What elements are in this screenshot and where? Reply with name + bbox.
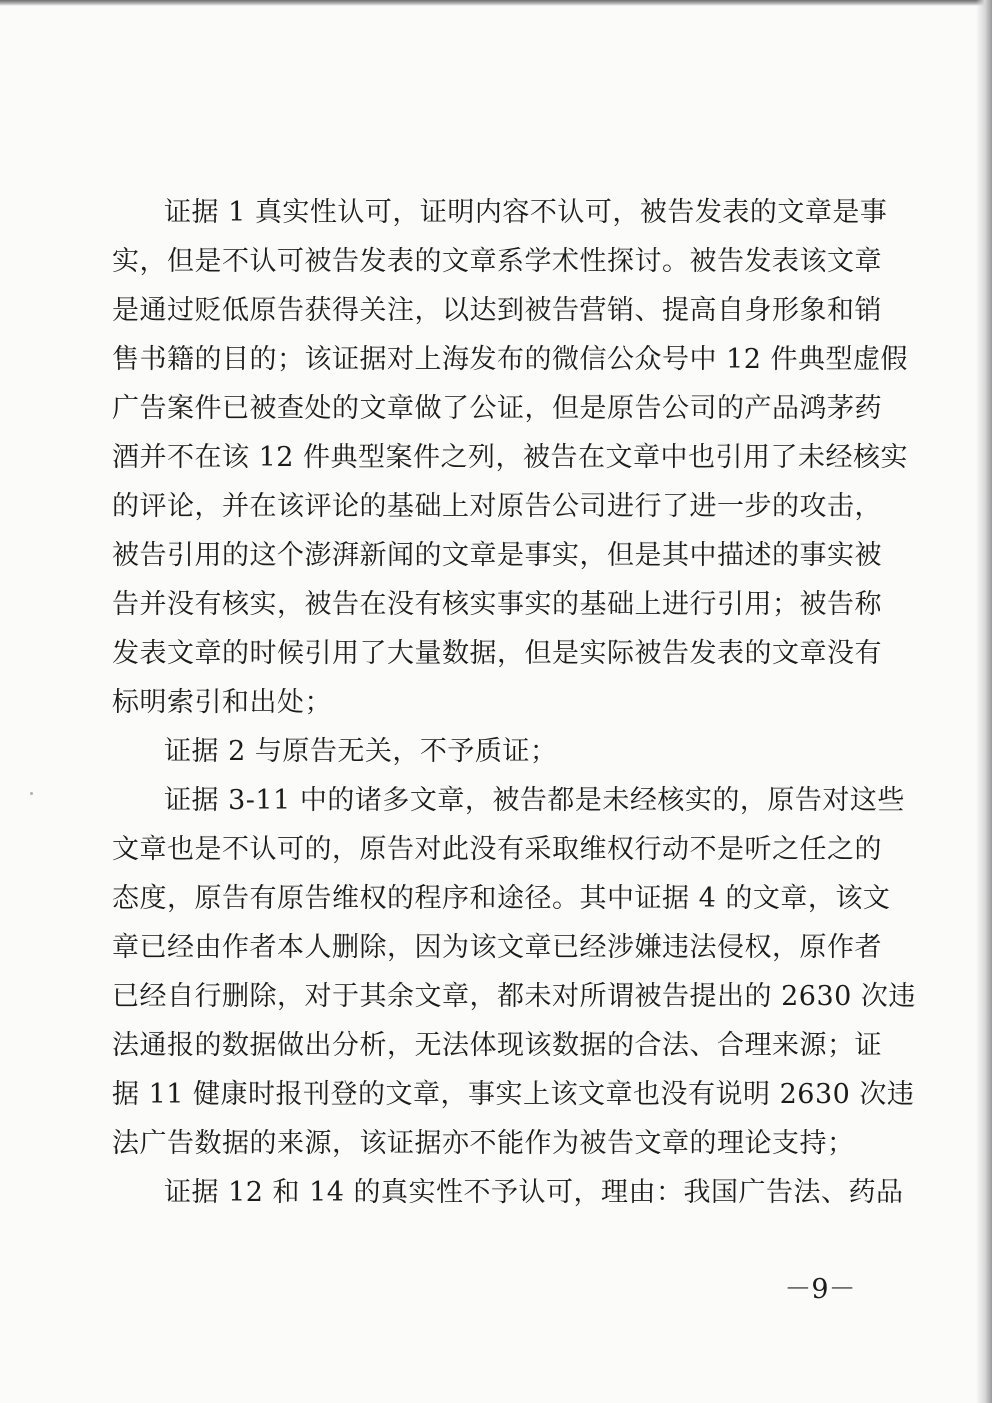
- text-line: 标明索引和出处；: [112, 687, 332, 718]
- text-line: 文章也是不认可的，原告对此没有采取维权行动不是听之任之的: [112, 834, 882, 865]
- text-line: 据 11 健康时报刊登的文章，事实上该文章也没有说明 2630 次违: [112, 1079, 915, 1110]
- text-line: 证据 3-11 中的诸多文章，被告都是未经核实的，原告对这些: [164, 785, 905, 816]
- page-number: －9－: [784, 1274, 856, 1305]
- text-line: 证据 12 和 14 的真实性不予认可，理由：我国广告法、药品: [164, 1177, 904, 1208]
- text-line: 的评论，并在该评论的基础上对原告公司进行了进一步的攻击，: [112, 491, 882, 522]
- text-line: 证据 1 真实性认可，证明内容不认可，被告发表的文章是事: [164, 197, 888, 228]
- text-line: 被告引用的这个澎湃新闻的文章是事实，但是其中描述的事实被: [112, 540, 882, 571]
- text-line: 售书籍的目的；该证据对上海发布的微信公众号中 12 件典型虚假: [112, 344, 909, 375]
- text-line: 酒并不在该 12 件典型案件之列，被告在文章中也引用了未经核实: [112, 442, 909, 473]
- text-line: 章已经由作者本人删除，因为该文章已经涉嫌违法侵权，原作者: [112, 932, 882, 963]
- text-line: 是通过贬低原告获得关注，以达到被告营销、提高自身形象和销: [112, 295, 882, 326]
- text-line: 证据 2 与原告无关，不予质证；: [164, 736, 558, 767]
- text-line: 法通报的数据做出分析，无法体现该数据的合法、合理来源；证: [112, 1030, 882, 1061]
- text-line: 法广告数据的来源，该证据亦不能作为被告文章的理论支持；: [112, 1128, 855, 1159]
- text-line: 广告案件已被查处的文章做了公证，但是原告公司的产品鸿茅药: [112, 393, 882, 424]
- text-line: 已经自行删除，对于其余文章，都未对所谓被告提出的 2630 次违: [112, 981, 916, 1012]
- text-line: 告并没有核实，被告在没有核实事实的基础上进行引用；被告称: [112, 589, 882, 620]
- text-line: 发表文章的时候引用了大量数据，但是实际被告发表的文章没有: [112, 638, 882, 669]
- text-line: 实，但是不认可被告发表的文章系学术性探讨。被告发表该文章: [112, 246, 882, 277]
- text-line: 态度，原告有原告维权的程序和途径。其中证据 4 的文章，该文: [112, 883, 891, 914]
